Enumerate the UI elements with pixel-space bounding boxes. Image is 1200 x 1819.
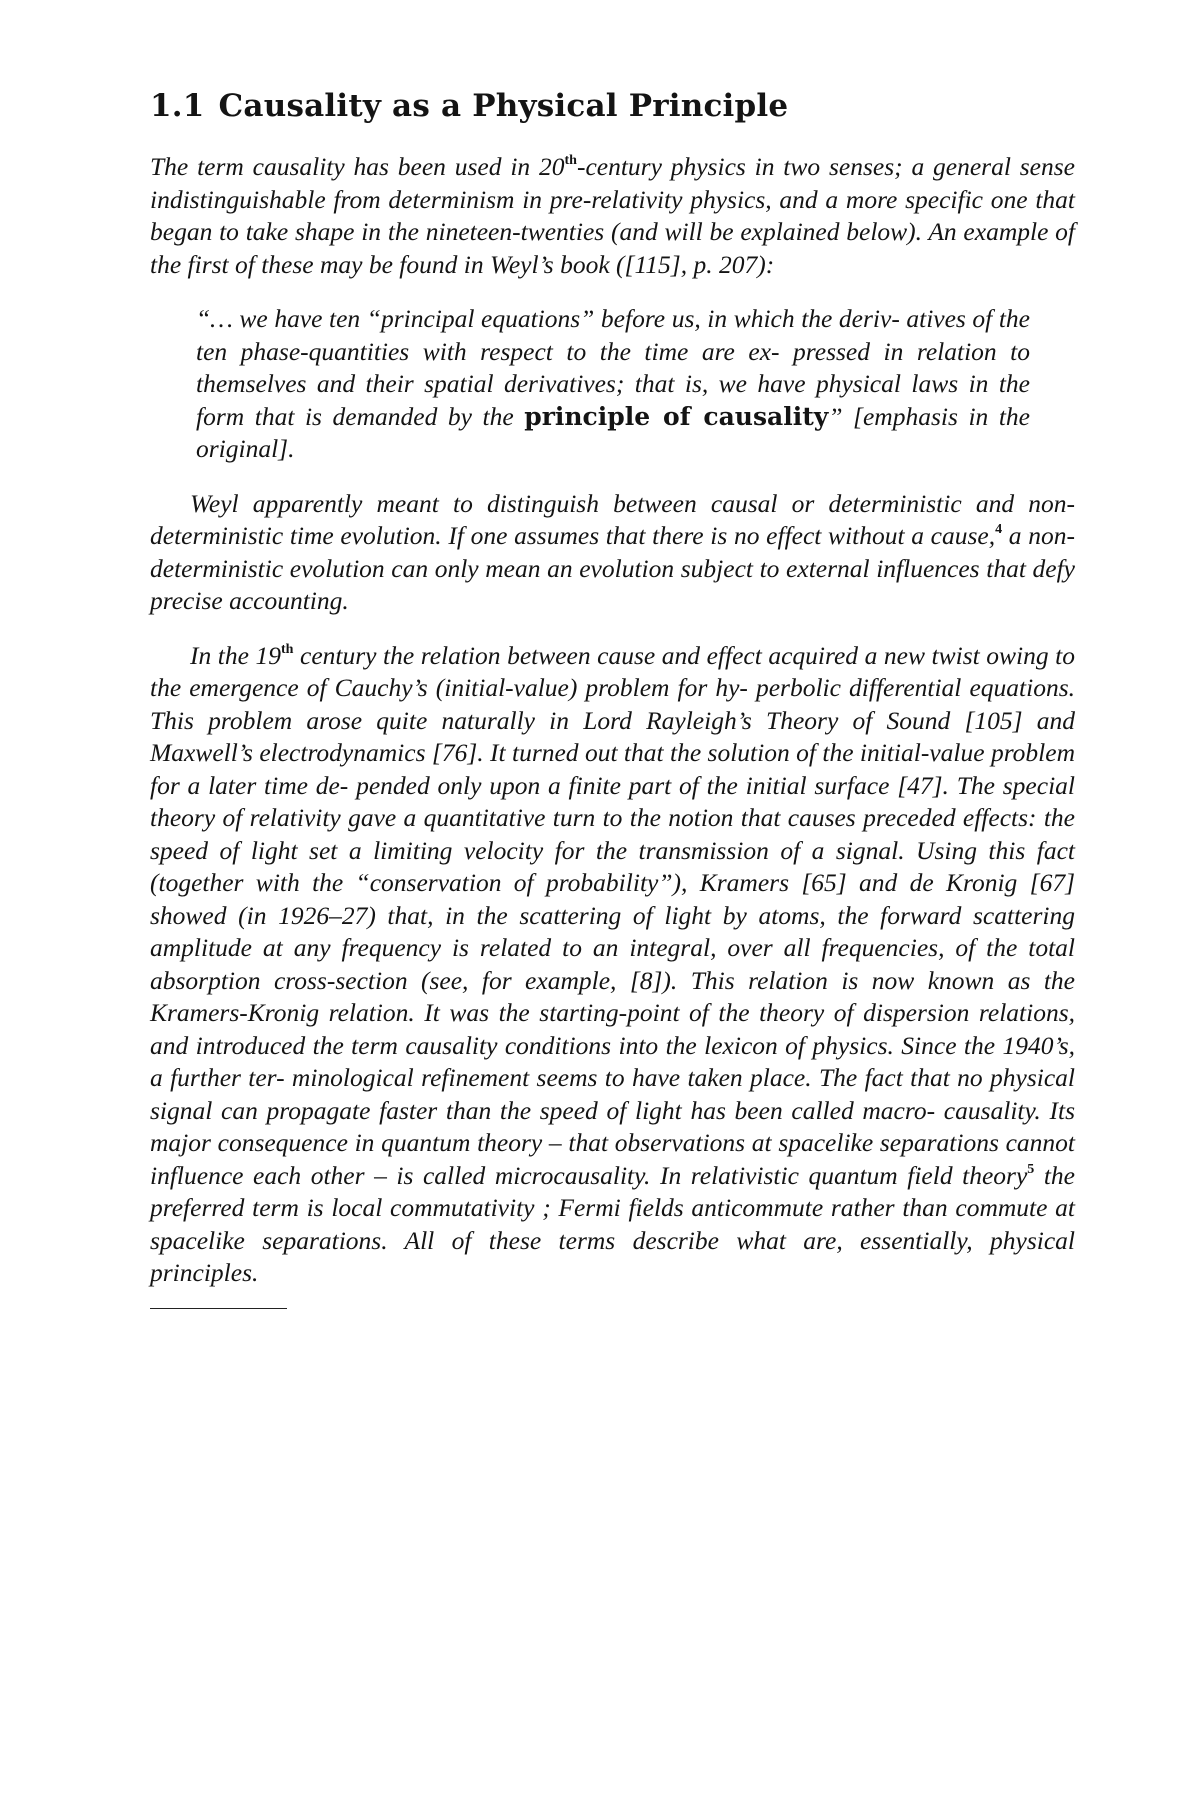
block-quote (196, 303, 1030, 466)
section-number: 1.1 (150, 88, 205, 124)
page (150, 88, 1075, 1309)
paragraph-1-text-b: -century physics in two senses; a general sense indistinguishable from determinism in pre-relativity physics, and a more specific one that began to take shape in the nineteen-twenties (and will be explained below). An example of the first of these may be found in Weyl’s book ([115], p. 207): (150, 152, 1075, 279)
paragraph-2-text-a: Weyl apparently meant to distinguish between causal or deterministic and non-deterministic time evolution. If one assumes that there is no effect without a cause, (150, 488, 1075, 551)
section-title: Causality as a Physical Principle (218, 88, 789, 124)
footnote-ref-5[interactable]: 5 (1027, 1161, 1035, 1177)
quote-text: “… we have ten “principal equations” before us, in which the deriv- atives of the ten phase-quantities with respect to the time are ex- pressed in relation to themselves and their spatial derivatives; that is, we have physical laws in the form that is demanded by the (196, 304, 1030, 431)
paragraph-1 (150, 151, 1075, 281)
paragraph-2 (150, 488, 1075, 618)
paragraph-3-text-c: the preferred term is local commutativity ; Fermi fields anticommute rather than commute at spacelike separations. All of these terms describe what are, essentially, physical principles. (150, 1160, 1075, 1288)
section-heading (150, 88, 1075, 125)
quote-emphasis: principle of causality (524, 401, 829, 431)
footnote-ref-4[interactable]: 4 (995, 522, 1003, 538)
paragraph-3-text-a: In the 19 (190, 640, 281, 670)
quote-after: ” [emphasis in the original]. (196, 401, 1030, 464)
paragraph-3-text-b: century the relation between cause and effect acquired a new twist owing to the emergence of Cauchy’s (initial-value) problem for hy- perbolic differential equations. This problem arose quite naturally in Lord Rayleigh’s Theory of Sound [105] and Maxwell’s electrodynamics [76]. It turned out that the solution of the initial-value problem for a later time de- pended only upon a finite part of the initial surface [47]. The special theory of relativity gave a quantitative turn to the notion that causes preceded effects: the speed of light set a limiting velocity for the transmission of a signal. Using this fact (together with the “conservation of probability”), Kramers [65] and de Kronig [67] showed (in 1926–27) that, in the scattering of light by atoms, the forward scattering amplitude at any frequency is related to an integral, over all frequencies, of the total absorption cross-section (see, for example, [8]). This relation is now known as the Kramers-Kronig relation. It was the starting-point of the theory of dispersion relations, and introduced the term causality conditions into the lexicon of physics. Since the 1940’s, a further ter- minological refinement seems to have taken place. The fact that no physical signal can propagate faster than the speed of light has been called macro- causality. Its major consequence in quantum theory – that observations at spacelike separations cannot influence each other – is called microcausality. In relativistic quantum field theory (150, 640, 1075, 1190)
paragraph-3 (150, 640, 1075, 1290)
superscript-th: th (564, 153, 577, 169)
superscript-th: th (281, 641, 294, 657)
paragraph-2-text-b: a non-deterministic evolution can only mean an evolution subject to external influences that defy precise accounting. (150, 521, 1075, 616)
footnote-divider (150, 1308, 287, 1309)
paragraph-1-text-a: The term causality has been used in 20 (150, 152, 565, 182)
